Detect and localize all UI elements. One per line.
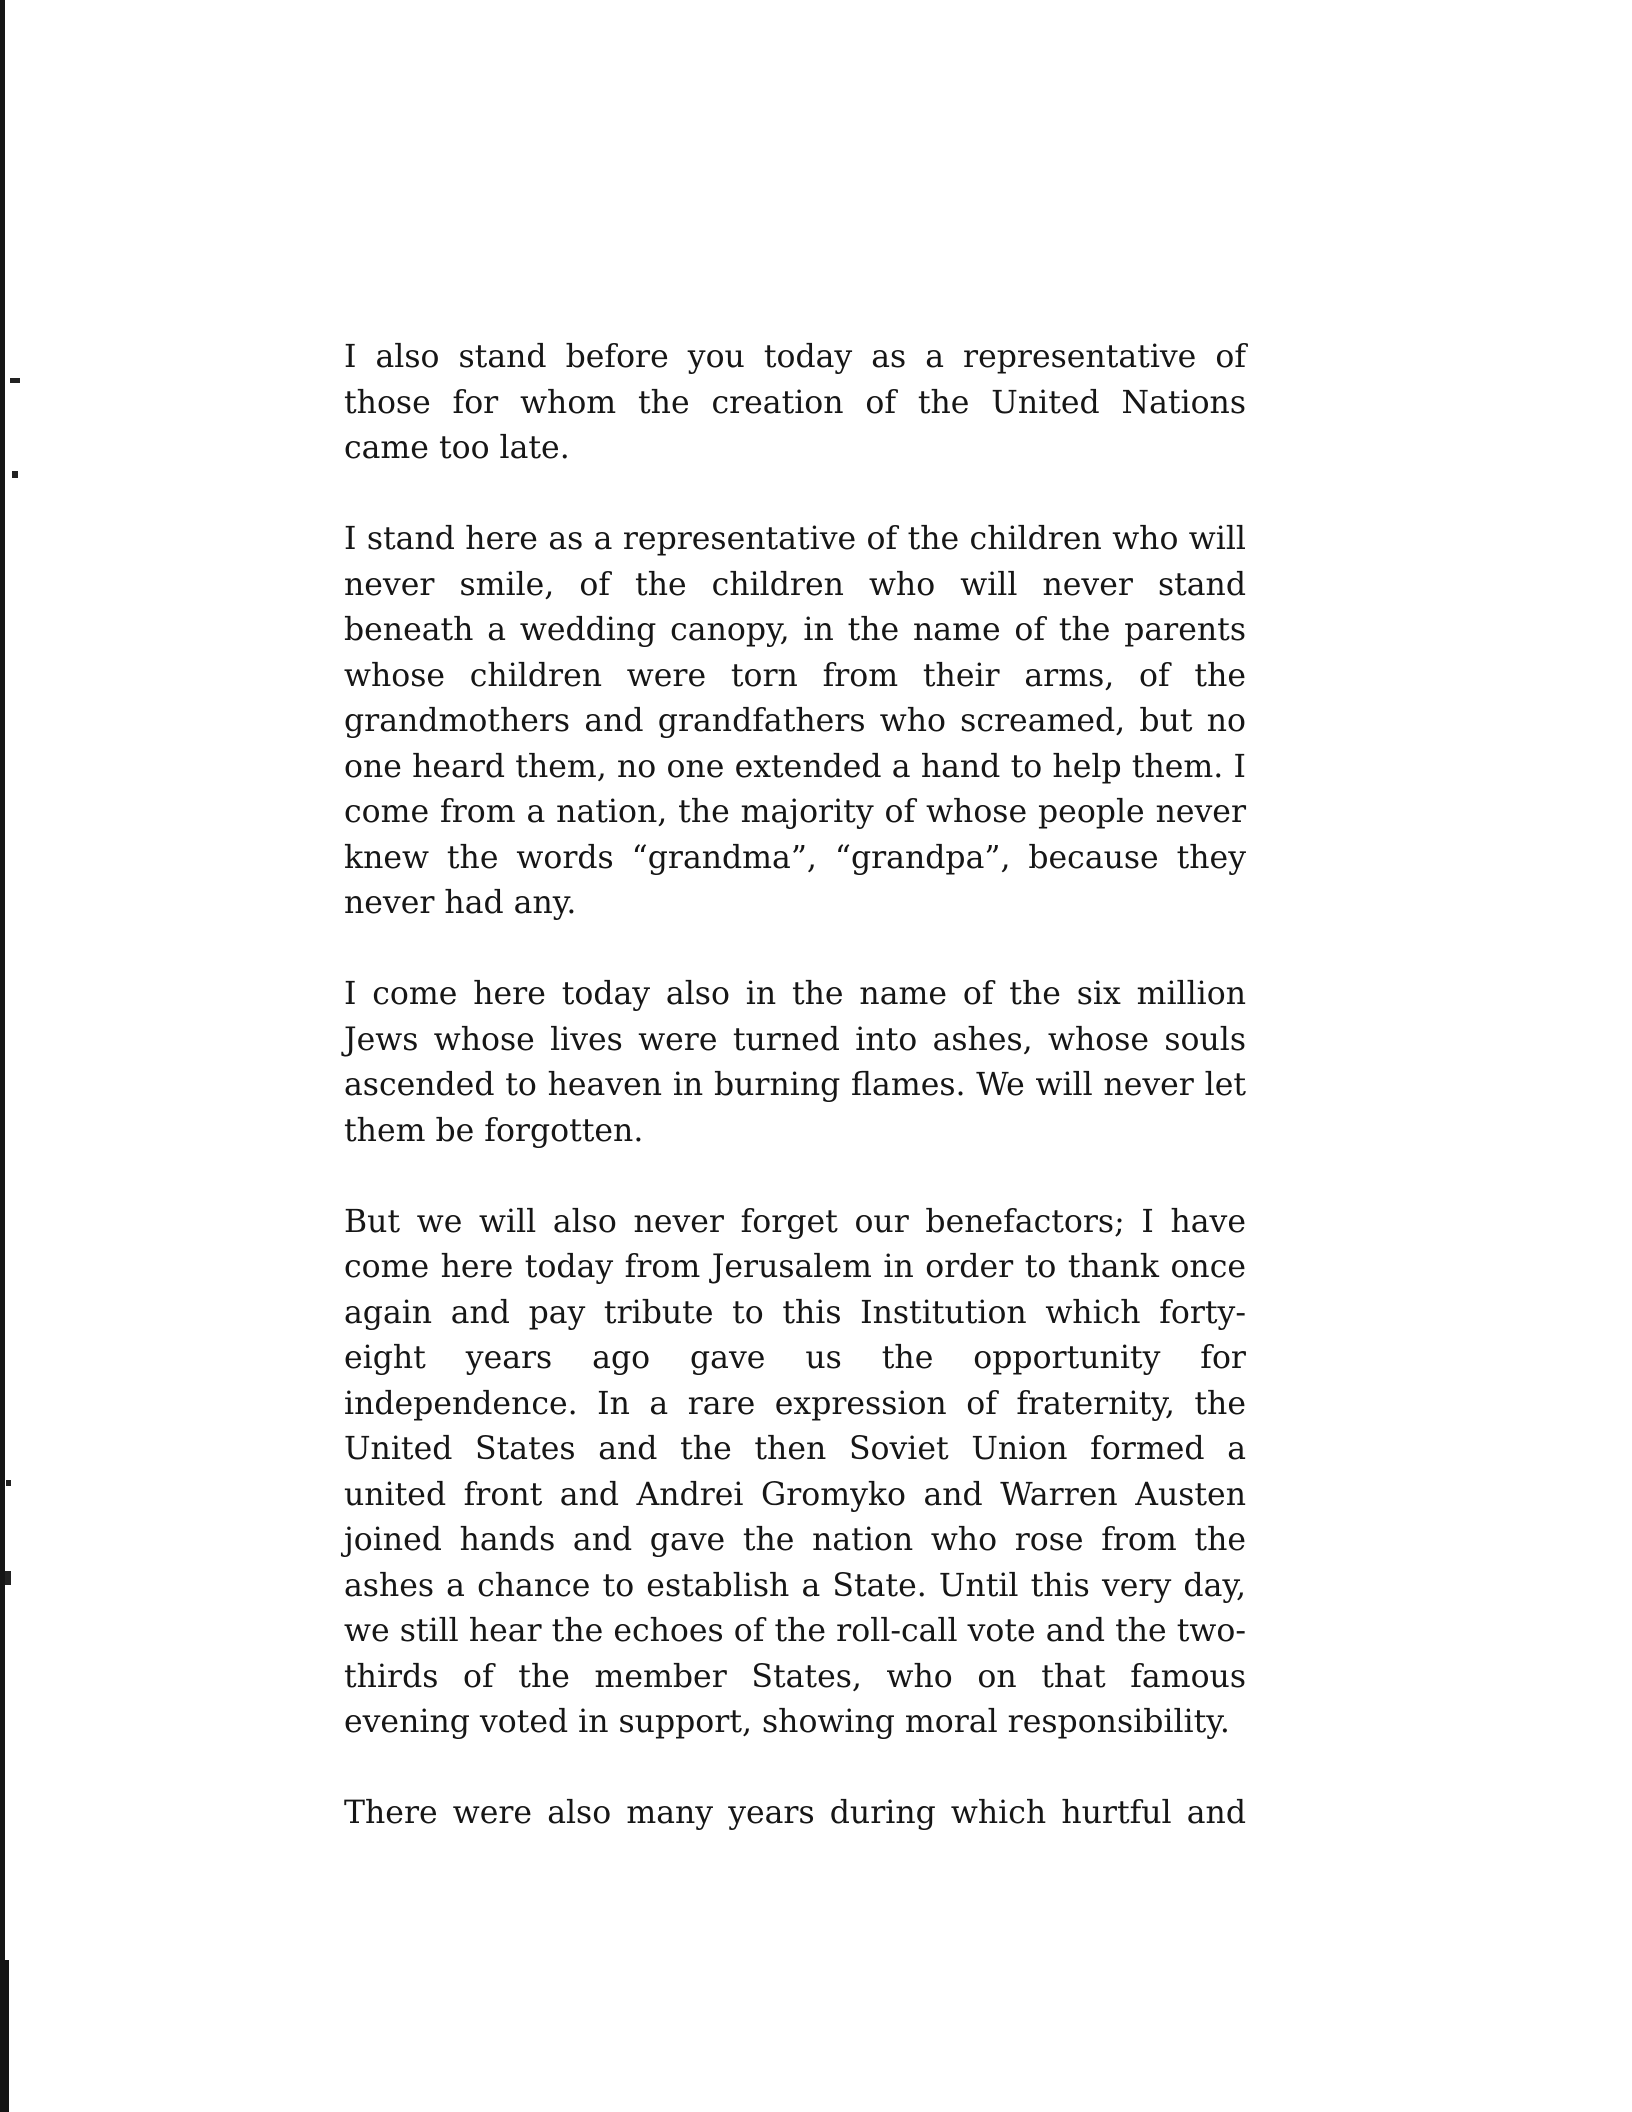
- paragraph: But we will also never forget our benefactors; I have come here today from Jerusalem in order to thank once again and pay tribute to this Institution which forty-eight years ago gave us the opportunity for independence. In a rare expression of fraternity, the United States and the then Soviet Union formed a united front and Andrei Gromyko and Warren Austen joined hands and gave the nation who rose from the ashes a chance to establish a State. Until this very day, we still hear the echoes of the roll-call vote and the two-thirds of the member States, who on that famous evening voted in support, showing moral responsibility.: [344, 1203, 1246, 1740]
- scan-left-edge-lower: [0, 1960, 9, 2112]
- paragraph: I come here today also in the name of the six million Jews whose lives were turned into ashes, whose souls ascended to heaven in burning flames. We will never let them be forgotten.: [344, 976, 1246, 1149]
- paragraph: There were also many years during which hurtful and: [344, 1795, 1246, 1831]
- paragraph: I stand here as a representative of the children who will never smile, of the children who will never stand beneath a wedding canopy, in the name of the parents whose children were torn from their arms, of the grandmothers and grandfathers who screamed, but no one heard them, no one extended a hand to help them. I come from a nation, the majority of whose people never knew the words “grandma”, “grandpa”, because they never had any.: [344, 521, 1246, 921]
- paragraph: I also stand before you today as a representative of those for whom the creation of the United Nations came too late.: [344, 339, 1246, 466]
- scan-speck: [10, 378, 20, 383]
- document-body: [344, 335, 1246, 1882]
- scan-speck: [12, 471, 18, 478]
- scan-speck: [5, 1571, 11, 1585]
- scan-speck: [6, 1480, 11, 1486]
- scan-left-edge: [0, 0, 5, 2112]
